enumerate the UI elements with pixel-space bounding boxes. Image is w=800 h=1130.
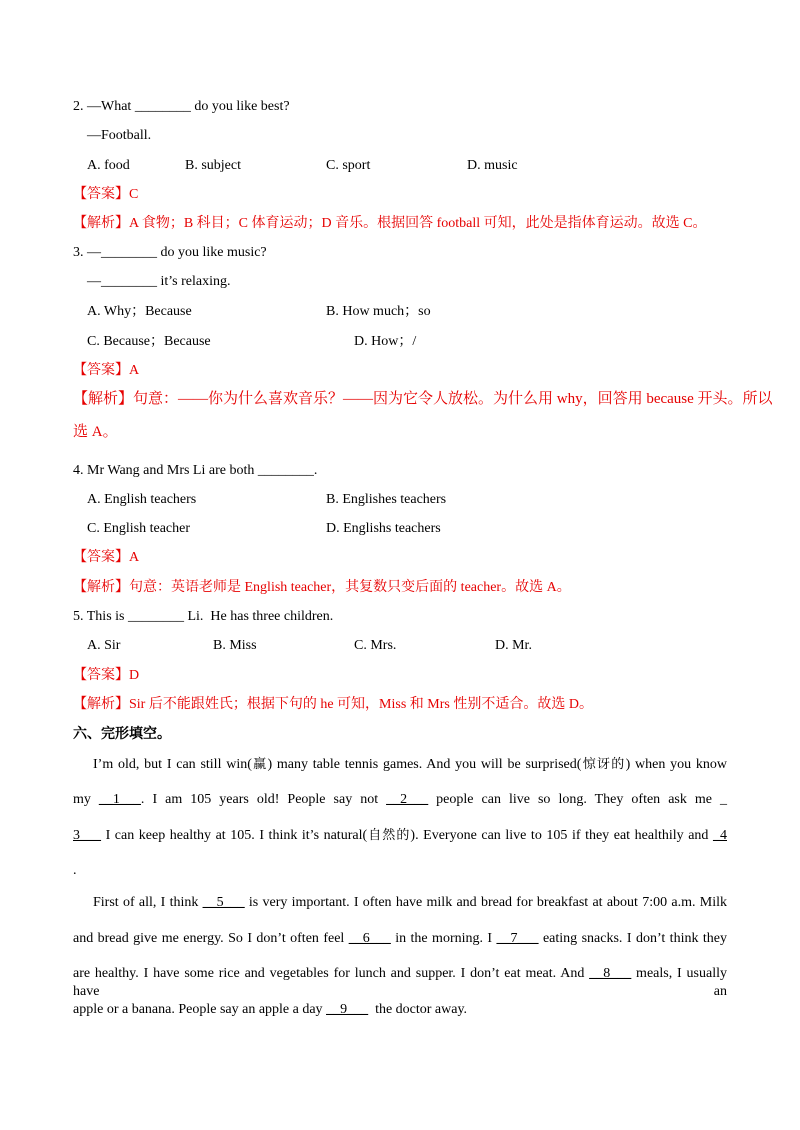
question-4-option-b: B. Englishes teachers [326,492,447,507]
blank-2: __2___ [386,792,429,807]
question-2-analysis: 【解析】A 食物；B 科目；C 体育运动；D 音乐。根据回答 football 可知，此处是指体育运动。故选 C。 [73,216,707,231]
question-5-option-c: C. Mrs. [354,638,397,653]
question-2-reply: —Football. [87,128,152,143]
question-3-analysis-line-2: 选 A。 [73,424,118,440]
question-2-stem: 2. —What ________ do you like best? [73,99,290,114]
passage-p1-line-1: I’m old, but I can still win(赢) many table tennis games. And you will be surprised(惊讶的) when you know [93,757,727,772]
question-3-reply: —________ it’s relaxing. [87,274,231,289]
question-2-option-b: B. subject [185,158,241,173]
blank-3: 3___ [73,828,101,843]
blank-9: __9___ [326,1002,369,1017]
question-5-answer: 【答案】D [73,668,140,683]
question-3-option-a: A. Why；Because [87,304,192,319]
question-4-option-a: A. English teachers [87,492,197,507]
question-3-stem: 3. —________ do you like music? [73,245,267,260]
blank-4: _4 [713,828,727,843]
question-4-stem: 4. Mr Wang and Mrs Li are both ________. [73,463,318,478]
blank-1: __1___ [98,792,141,807]
passage-p1-line-3: 3___ I can keep healthy at 105. I think it’s natural(自然的). Everyone can live to 105 if they eat healthily and _4 [73,828,727,843]
question-5-analysis: 【解析】Sir 后不能跟姓氏；根据下句的 he 可知，Miss 和 Mrs 性别不适合。故选 D。 [73,697,593,712]
question-3-analysis-line-1: 【解析】句意：——你为什么喜欢音乐？——因为它令人放松。为什么用 why，回答用 because 开头。所以 [73,391,773,407]
question-2-option-a: A. food [87,158,130,173]
question-2-answer: 【答案】C [73,187,139,202]
passage-p2-line-3: are healthy. I have some rice and vegetables for lunch and supper. I don’t eat meat. And __8___ meals, I usually have an [73,966,727,999]
blank-8: __8___ [589,966,632,981]
question-5-option-a: A. Sir [87,638,121,653]
passage-p1-line-4: . [73,863,77,878]
question-4-answer: 【答案】A [73,550,140,565]
question-2-option-d: D. music [467,158,518,173]
question-3-option-d: D. How；/ [354,334,417,349]
question-4-option-c: C. English teacher [87,521,191,536]
passage-p1-line-2: my __1___. I am 105 years old! People say not __2___ people can live so long. They often ask me _ [73,792,728,807]
question-5-option-b: B. Miss [213,638,257,653]
question-4-analysis: 【解析】句意：英语老师是 English teacher，其复数只变后面的 teacher。故选 A。 [73,580,571,595]
section-6-heading: 六、完形填空。 [73,727,171,742]
passage-p2-line-4: apple or a banana. People say an apple a day __9___ the doctor away. [73,1002,468,1017]
question-5-option-d: D. Mr. [495,638,532,653]
question-3-option-b: B. How much；so [326,304,431,319]
blank-5: __5___ [202,895,245,910]
question-5-stem: 5. This is ________ Li. He has three children. [73,609,334,624]
question-4-option-d: D. Englishs teachers [326,521,441,536]
question-3-answer: 【答案】A [73,363,140,378]
question-3-option-c: C. Because；Because [87,334,211,349]
question-2-option-c: C. sport [326,158,371,173]
blank-6: __6___ [348,931,391,946]
passage-p2-line-1: First of all, I think __5___ is very important. I often have milk and bread for breakfast at about 7:00 a.m. Milk [93,895,727,910]
passage-p2-line-2: and bread give me energy. So I don’t often feel __6___ in the morning. I __7___ eating snacks. I don’t think they [73,931,728,946]
blank-7: __7___ [496,931,539,946]
